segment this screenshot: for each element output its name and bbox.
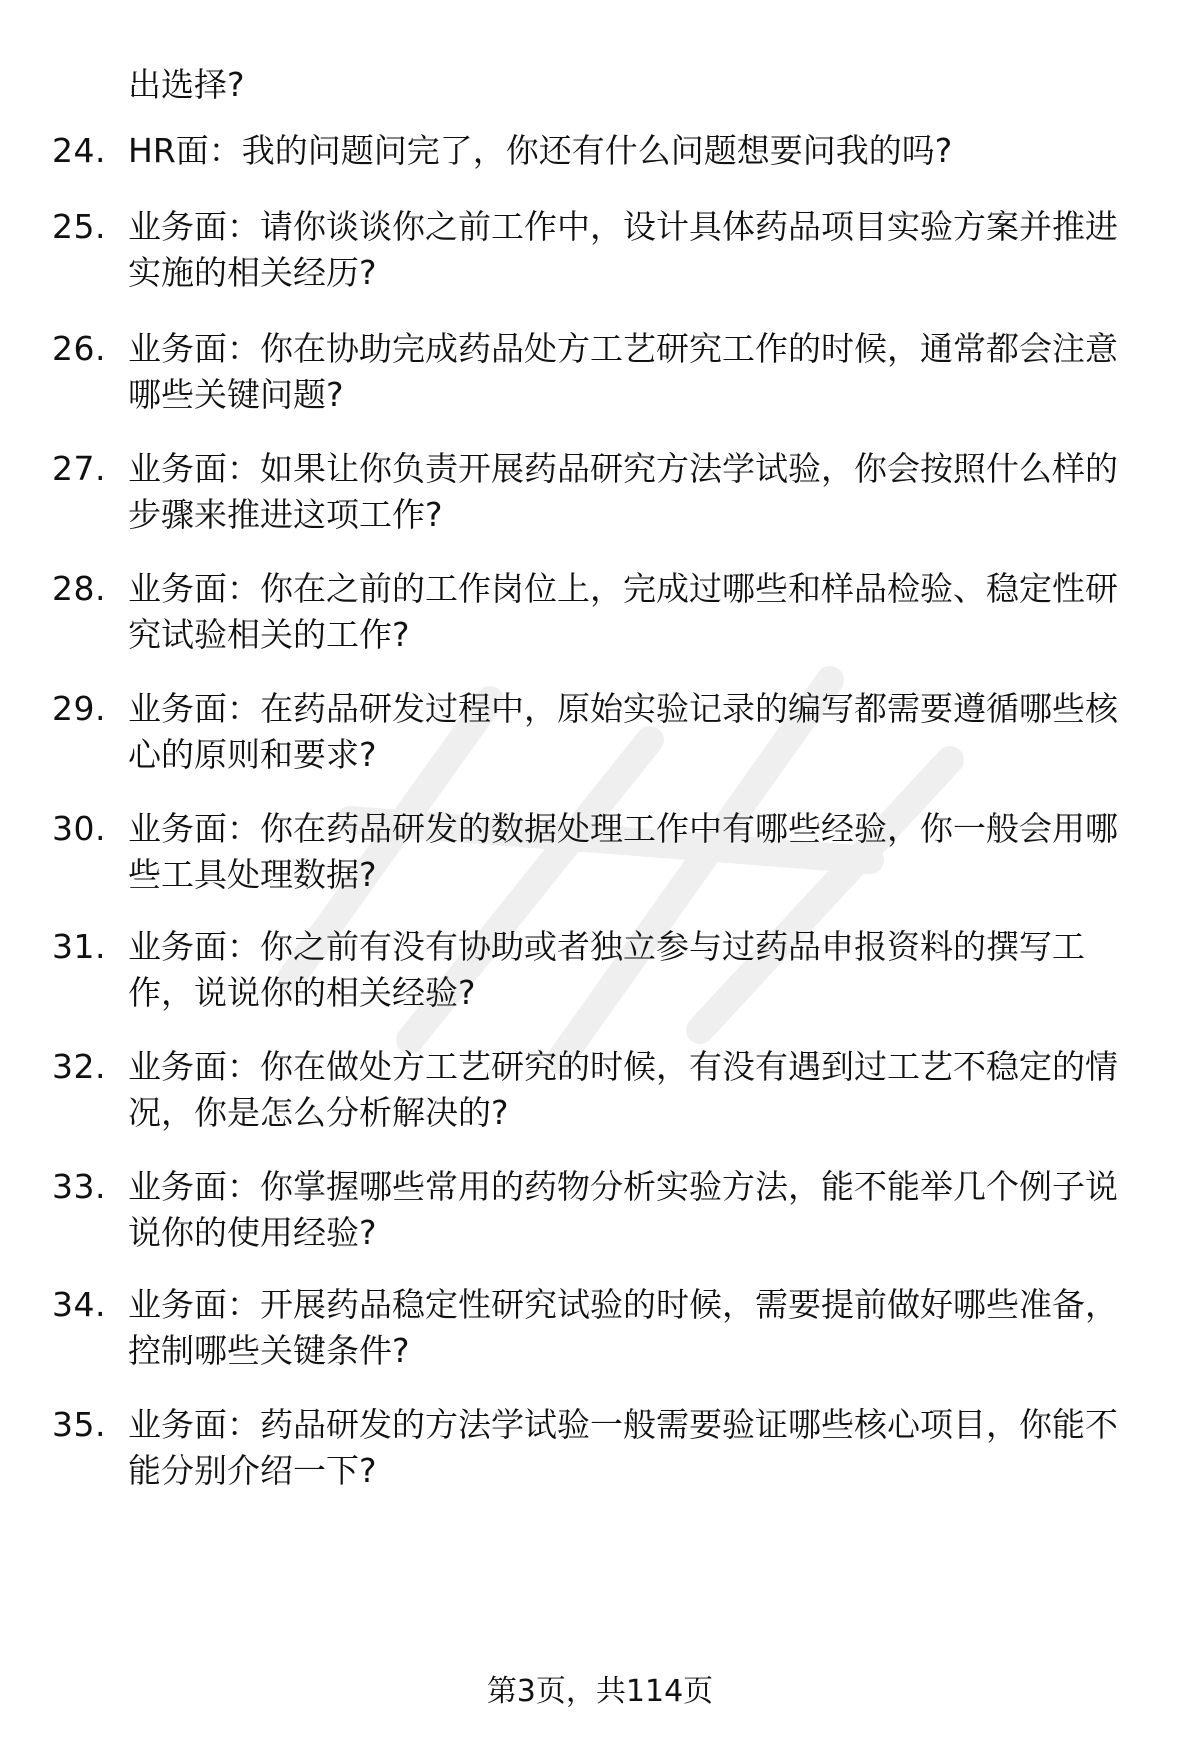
question-number: 25. (52, 207, 106, 246)
question-text: 业务面：在药品研发过程中，原始实验记录的编写都需要遵循哪些核心的原则和要求? (128, 689, 1118, 774)
question-number: 24. (52, 131, 106, 170)
question-text: 业务面：请你谈谈你之前工作中，设计具体药品项目实验方案并推进实施的相关经历? (128, 207, 1118, 292)
question-number: 34. (52, 1285, 106, 1324)
question-number: 26. (52, 329, 106, 368)
question-number: 32. (52, 1047, 106, 1086)
question-text: 业务面：你在做处方工艺研究的时候，有没有遇到过工艺不稳定的情况，你是怎么分析解决的? (128, 1047, 1118, 1132)
question-text: 业务面：如果让你负责开展药品研究方法学试验，你会按照什么样的步骤来推进这项工作? (128, 449, 1118, 534)
question-text: HR面：我的问题问完了，你还有什么问题想要问我的吗? (128, 131, 953, 170)
question-text: 业务面：你掌握哪些常用的药物分析实验方法，能不能举几个例子说说你的使用经验? (128, 1167, 1118, 1252)
question-text: 业务面：你在协助完成药品处方工艺研究工作的时候，通常都会注意哪些关键问题? (128, 329, 1118, 414)
question-number: 31. (52, 927, 106, 966)
question-number: 35. (52, 1405, 106, 1444)
question-number: 28. (52, 569, 106, 608)
question-number: 30. (52, 809, 106, 848)
question-text: 业务面：你在之前的工作岗位上，完成过哪些和样品检验、稳定性研究试验相关的工作? (128, 569, 1118, 654)
question-text: 业务面：你在药品研发的数据处理工作中有哪些经验，你一般会用哪些工具处理数据? (128, 809, 1118, 894)
question-text: 业务面：药品研发的方法学试验一般需要验证哪些核心项目，你能不能分别介绍一下? (128, 1405, 1118, 1490)
question-text: 业务面：你之前有没有协助或者独立参与过药品申报资料的撰写工作，说说你的相关经验? (128, 927, 1085, 1012)
question-text: 业务面：开展药品稳定性研究试验的时候，需要提前做好哪些准备，控制哪些关键条件? (128, 1285, 1118, 1370)
question-number: 27. (52, 449, 106, 488)
question-number: 29. (52, 689, 106, 728)
page-footer: 第3页，共114页 (486, 1674, 714, 1709)
continuation-text: 出选择? (128, 65, 245, 104)
question-number: 33. (52, 1167, 106, 1206)
